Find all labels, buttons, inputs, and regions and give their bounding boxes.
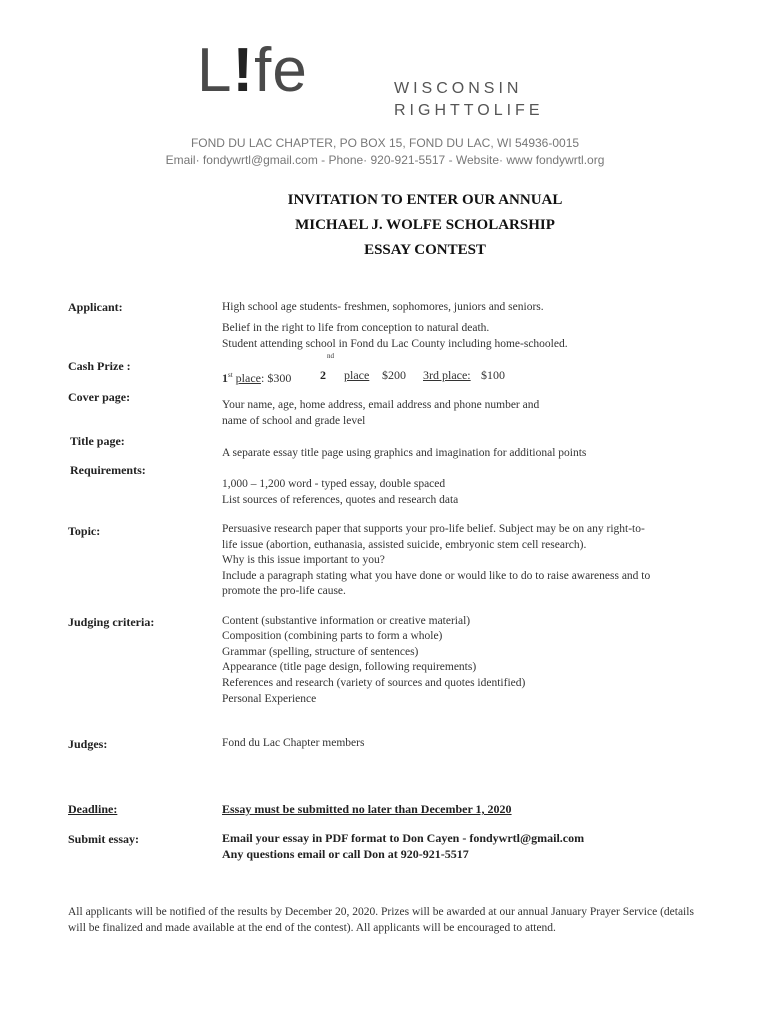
- second-prize-sup: nd: [327, 352, 334, 360]
- judging-line2: Composition (combining parts to form a whole): [222, 630, 443, 642]
- judges-line1: Fond du Lac Chapter members: [222, 737, 365, 749]
- logo-l: L: [197, 36, 233, 105]
- requirements-line1: 1,000 – 1,200 word - typed essay, double spaced: [222, 478, 446, 490]
- first-prize-num: 1: [222, 371, 228, 385]
- topic-line5: promote the pro-life cause.: [222, 585, 346, 597]
- judging-line3: Grammar (spelling, structure of sentences): [222, 646, 419, 658]
- judging-line6: Personal Experience: [222, 693, 317, 705]
- submit-line1: Email your essay in PDF format to Don Cayen - fondywrtl@gmail.com: [222, 831, 585, 845]
- org-name-line2: RIGHTTOLIFE: [394, 102, 544, 119]
- submit-essay-label: Submit essay:: [68, 832, 140, 846]
- third-prize-place: 3rd place:: [423, 368, 471, 382]
- deadline-label: Deadline:: [68, 802, 118, 816]
- third-prize-amount: $100: [481, 368, 505, 382]
- applicant-line2: Belief in the right to life from conception to natural death.: [222, 322, 490, 334]
- title-line3: ESSAY CONTEST: [364, 242, 486, 258]
- topic-line3: Why is this issue important to you?: [222, 554, 385, 566]
- cover-page-line2: name of school and grade level: [222, 415, 366, 427]
- judges-label: Judges:: [68, 737, 108, 751]
- judging-criteria-label: Judging criteria:: [68, 615, 155, 629]
- title-page-line1: A separate essay title page using graphics and imagination for additional points: [222, 447, 587, 459]
- second-prize-num: 2: [320, 368, 326, 382]
- applicant-line1: High school age students- freshmen, sophomores, juniors and seniors.: [222, 301, 544, 313]
- first-prize-sup: st: [228, 371, 233, 379]
- second-prize-place: place: [344, 368, 370, 382]
- requirements-line2: List sources of references, quotes and research data: [222, 494, 459, 506]
- title-line2: MICHAEL J. WOLFE SCHOLARSHIP: [295, 217, 555, 233]
- first-prize-place: place: [235, 371, 261, 385]
- judging-line5: References and research (variety of sources and quotes identified): [222, 677, 526, 689]
- cover-page-label: Cover page:: [68, 390, 131, 404]
- life-logo: [197, 36, 308, 105]
- chapter-contact: Email· fondywrtl@gmail.com - Phone· 920-921-5517 - Website· www fondywrtl.org: [165, 153, 605, 167]
- chapter-address: FOND DU LAC CHAPTER, PO BOX 15, FOND DU LAC, WI 54936-0015: [190, 136, 580, 150]
- footer-note: All applicants will be notified of the results by December 20, 2020. Prizes will be awarded at our annual January Prayer Service (details will be finalized and made available at the end of the contest). All applicants will be encouraged to attend.: [68, 906, 694, 934]
- applicant-label: Applicant:: [68, 300, 123, 314]
- logo-fe: fe: [254, 36, 308, 105]
- cash-prize-label: Cash Prize :: [68, 359, 131, 373]
- logo-bang: !: [232, 36, 255, 105]
- topic-line4: Include a paragraph stating what you have done or would like to do to raise awareness and to: [222, 570, 651, 582]
- topic-line1: Persuasive research paper that supports your pro-life belief. Subject may be on any right-to-: [222, 523, 645, 535]
- org-name-line1: WISCONSIN: [394, 80, 523, 97]
- submit-line2: Any questions email or call Don at 920-921-5517: [222, 847, 469, 861]
- deadline-line1: Essay must be submitted no later than December 1, 2020: [222, 802, 512, 816]
- title-page-label: Title page:: [70, 434, 125, 448]
- first-prize-amount: : $300: [260, 371, 292, 385]
- prize-line: [222, 368, 291, 387]
- judging-line1: Content (substantive information or creative material): [222, 615, 471, 627]
- cover-page-line1: Your name, age, home address, email address and phone number and: [222, 399, 540, 411]
- title-line1: INVITATION TO ENTER OUR ANNUAL: [287, 192, 563, 208]
- judging-line4: Appearance (title page design, following requirements): [222, 661, 477, 673]
- applicant-line3: Student attending school in Fond du Lac County including home-schooled.: [222, 338, 568, 350]
- second-prize-amount: $200: [382, 368, 406, 382]
- topic-label: Topic:: [68, 524, 101, 538]
- requirements-label: Requirements:: [70, 463, 146, 477]
- topic-line2: life issue (abortion, euthanasia, assisted suicide, embryonic stem cell research).: [222, 539, 587, 551]
